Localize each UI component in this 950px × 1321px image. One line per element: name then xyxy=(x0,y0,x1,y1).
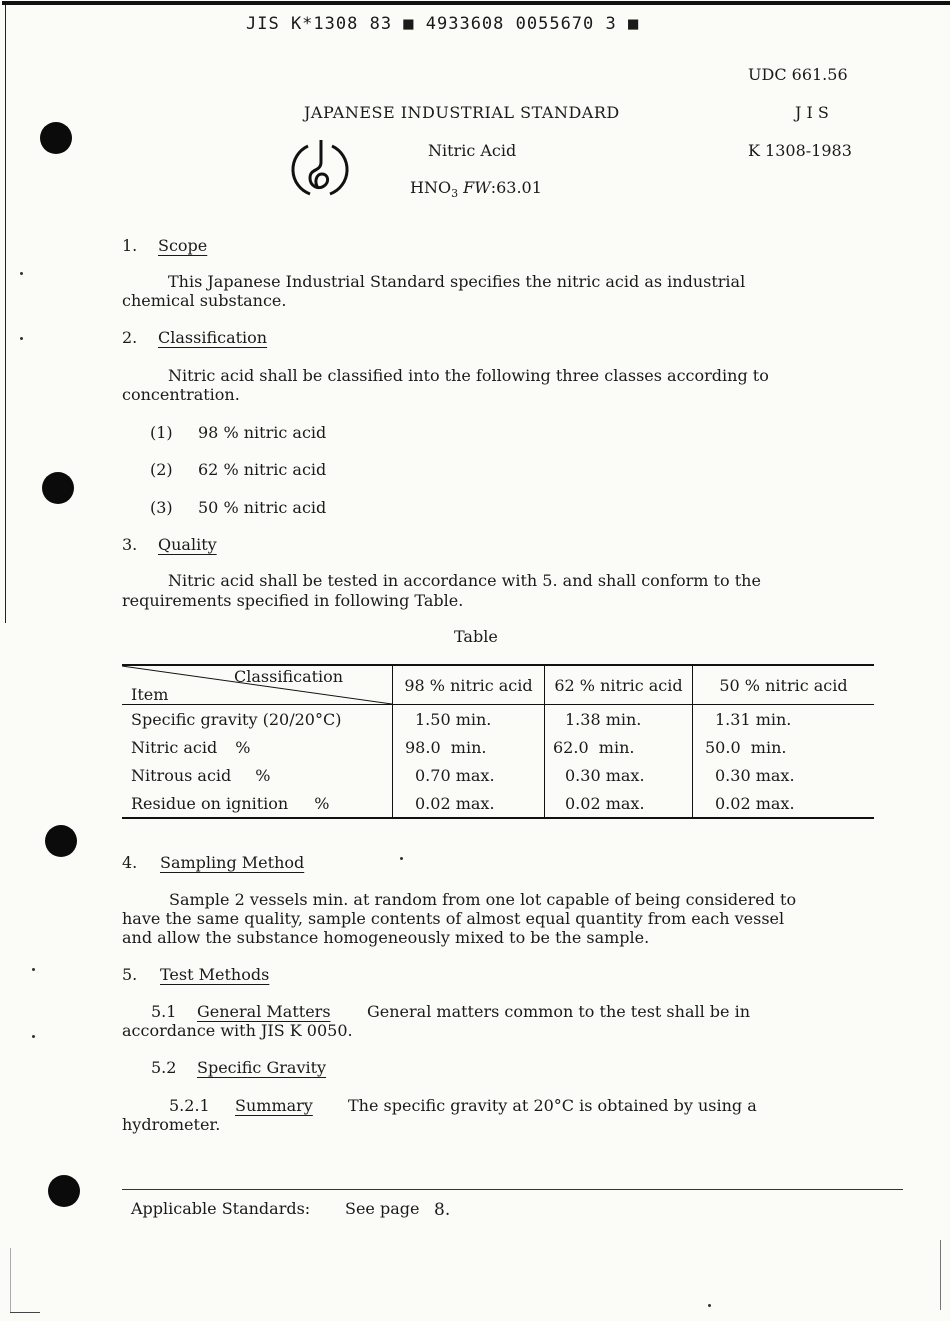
sampling-text-line-2: have the same quality, sample contents of almost equal quantity from each vessel xyxy=(122,909,785,928)
standard-org-title: JAPANESE INDUSTRIAL STANDARD xyxy=(304,103,620,122)
punch-hole xyxy=(45,825,77,857)
table-row xyxy=(122,761,874,789)
row-value: 1.38 min. xyxy=(545,705,693,734)
table-row xyxy=(122,733,874,761)
section-4-heading: Sampling Method xyxy=(160,853,305,872)
row-value: 0.30 max. xyxy=(545,761,693,789)
scan-speck xyxy=(20,337,23,340)
quality-text-line-2: requirements specified in following Table. xyxy=(122,591,464,610)
scan-speck xyxy=(708,1304,711,1307)
scope-text-line-2: chemical substance. xyxy=(122,291,287,310)
row-value: 1.31 min. xyxy=(715,709,792,729)
bottom-left-vertical xyxy=(10,1248,11,1312)
row-item-name: Specific gravity (20/20°C) xyxy=(131,709,342,729)
row-value: 0.02 max. xyxy=(545,789,693,818)
table-header-row xyxy=(122,665,874,705)
row-item-name: Nitric acid xyxy=(131,737,218,757)
subsection-5-1-text-line-1: General matters common to the test shall be in xyxy=(367,1002,751,1021)
row-item-unit: % xyxy=(255,765,271,785)
sampling-text-line-3: and allow the substance homogeneously mixed to be the sample. xyxy=(122,928,650,947)
table-row xyxy=(122,789,874,818)
section-4-number: 4. xyxy=(122,853,138,872)
section-3-heading: Quality xyxy=(158,535,217,554)
row-item xyxy=(122,733,393,761)
corner-item-label: Item xyxy=(131,685,169,704)
see-page-number: 8. xyxy=(434,1200,451,1220)
row-item-name: Residue on ignition xyxy=(131,793,289,813)
section-1-number: 1. xyxy=(122,236,138,255)
row-value: 0.30 max. xyxy=(715,765,795,785)
page-top-border xyxy=(2,1,950,5)
subsection-5-1-number: 5.1 xyxy=(151,1002,177,1021)
jis-label: J I S xyxy=(795,103,829,122)
jis-mark-icon xyxy=(288,136,354,200)
jis-number: K 1308-1983 xyxy=(748,141,852,160)
chemical-formula xyxy=(410,178,542,200)
row-item-name: Nitrous acid xyxy=(131,765,232,785)
row-value: 50.0 min. xyxy=(705,737,787,757)
corner-classification-label: Classification xyxy=(234,667,344,686)
subsection-5-2-1-number: 5.2.1 xyxy=(169,1096,210,1115)
punch-hole xyxy=(40,122,72,154)
formula-subscript: 3 xyxy=(451,187,459,201)
row-value: 98.0 min. xyxy=(393,733,545,761)
see-page-text: See page xyxy=(345,1199,420,1218)
quality-text-line-1: Nitric acid shall be tested in accordance with 5. and shall conform to the xyxy=(168,571,761,590)
subsection-5-2-1-heading: Summary xyxy=(235,1096,313,1115)
classification-text-line-2: concentration. xyxy=(122,385,240,404)
row-value: 0.70 max. xyxy=(393,761,545,789)
sampling-text-line-1: Sample 2 vessels min. at random from one lot capable of being considered to xyxy=(169,890,797,909)
section-5-number: 5. xyxy=(122,965,138,984)
row-item xyxy=(122,761,393,789)
subsection-5-1-text-line-2: accordance with JIS K 0050. xyxy=(122,1021,353,1040)
row-value: 0.02 max. xyxy=(393,789,545,818)
class-item-number: (1) xyxy=(150,423,173,442)
class-item-number: (2) xyxy=(150,460,173,479)
print-header: JIS K*1308 83 ■ 4933608 0055670 3 ■ xyxy=(246,14,640,34)
section-2-heading: Classification xyxy=(158,328,268,347)
section-3-number: 3. xyxy=(122,535,138,554)
column-header: 62 % nitric acid xyxy=(545,665,693,705)
formula-weight-value: :63.01 xyxy=(490,178,542,197)
footer-rule xyxy=(122,1189,903,1190)
applicable-standards-label: Applicable Standards: xyxy=(131,1199,311,1218)
document-title: Nitric Acid xyxy=(428,141,517,160)
row-value: 62.0 min. xyxy=(545,733,693,761)
column-header: 98 % nitric acid xyxy=(393,665,545,705)
scan-speck xyxy=(32,1035,35,1038)
section-1-heading: Scope xyxy=(158,236,208,255)
row-item xyxy=(122,705,393,734)
class-item-label: 98 % nitric acid xyxy=(198,423,327,442)
class-item-number: (3) xyxy=(150,498,173,517)
punch-hole xyxy=(48,1175,80,1207)
row-item-unit: % xyxy=(314,793,330,813)
row-item xyxy=(122,789,393,818)
row-item-unit: % xyxy=(235,737,251,757)
row-value: 1.50 min. xyxy=(393,705,545,734)
right-edge-mark xyxy=(940,1240,941,1310)
class-item-label: 50 % nitric acid xyxy=(198,498,327,517)
row-value: 0.02 max. xyxy=(715,793,795,813)
quality-table xyxy=(122,664,874,819)
subsection-5-2-1-text-line-2: hydrometer. xyxy=(122,1115,221,1134)
section-2-number: 2. xyxy=(122,328,138,347)
bottom-left-mark xyxy=(10,1312,40,1313)
table-caption: Table xyxy=(454,627,498,646)
page-left-border xyxy=(5,5,6,623)
subsection-5-2-heading: Specific Gravity xyxy=(197,1058,327,1077)
formula-prefix: HNO xyxy=(410,178,452,197)
punch-hole xyxy=(42,472,74,504)
scan-speck xyxy=(32,968,35,971)
table-corner-cell xyxy=(122,665,393,705)
section-5-heading: Test Methods xyxy=(160,965,270,984)
scope-text-line-1: This Japanese Industrial Standard specifies the nitric acid as industrial xyxy=(168,272,746,291)
class-item-label: 62 % nitric acid xyxy=(198,460,327,479)
subsection-5-2-1-text-line-1: The specific gravity at 20°C is obtained by using a xyxy=(348,1096,757,1115)
subsection-5-2-number: 5.2 xyxy=(151,1058,177,1077)
scan-speck xyxy=(20,272,23,275)
subsection-5-1-heading: General Matters xyxy=(197,1002,331,1021)
classification-text-line-1: Nitric acid shall be classified into the following three classes according to xyxy=(168,366,769,385)
column-header: 50 % nitric acid xyxy=(719,675,848,695)
formula-weight-label: FW xyxy=(463,178,491,197)
scan-speck xyxy=(400,857,403,860)
table-row xyxy=(122,705,874,734)
udc-code: UDC 661.56 xyxy=(748,65,848,84)
